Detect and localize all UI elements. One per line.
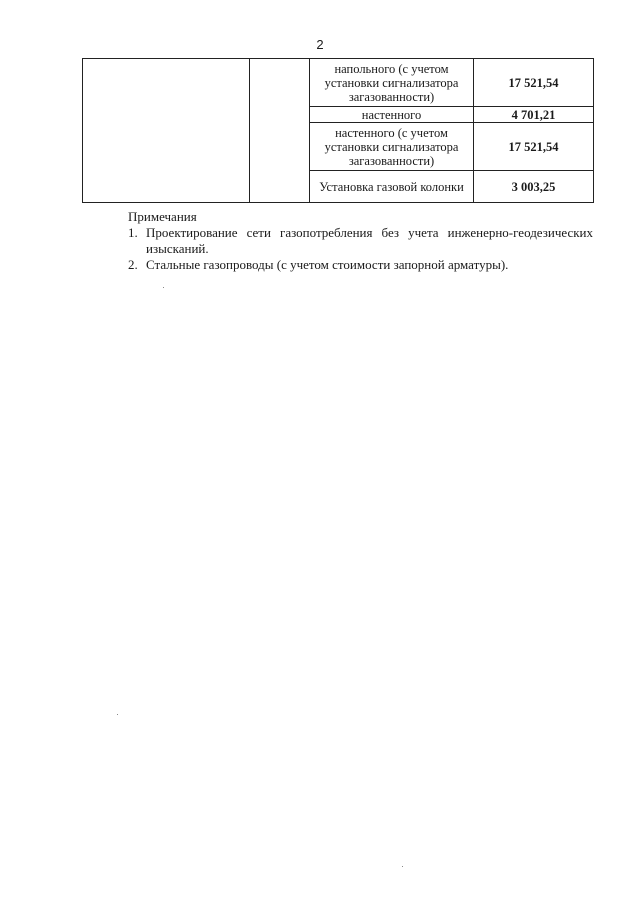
- table-cell-price: 3 003,25: [474, 171, 594, 203]
- scan-speck: [117, 714, 118, 715]
- notes-title: Примечания: [128, 209, 197, 224]
- notes-list: [128, 225, 593, 273]
- price-table: [82, 58, 594, 203]
- notes-section: [128, 209, 593, 273]
- table-cell-description: настенного (с учетом установки сигнализатора загазованности): [310, 123, 474, 171]
- page-number: 2: [316, 37, 324, 52]
- note-text: Стальные газопроводы (с учетом стоимости запорной арматуры).: [146, 257, 509, 272]
- list-item: [128, 225, 593, 257]
- table-cell-price: 17 521,54: [474, 123, 594, 171]
- table-cell-price: 17 521,54: [474, 59, 594, 107]
- note-text: Проектирование сети газопотребления без учета инженерно-геодезических изысканий.: [146, 225, 593, 256]
- table-cell-empty: [250, 59, 310, 203]
- table-cell-description: настенного: [310, 107, 474, 123]
- table-cell-price: 4 701,21: [474, 107, 594, 123]
- table-row: [83, 59, 594, 107]
- table-cell-description: напольного (с учетом установки сигнализатора загазованности): [310, 59, 474, 107]
- note-number: 1.: [128, 225, 138, 240]
- list-item: [128, 257, 593, 273]
- scan-speck: [402, 866, 403, 867]
- scan-speck: [163, 287, 164, 288]
- table-cell-description: Установка газовой колонки: [310, 171, 474, 203]
- note-number: 2.: [128, 257, 138, 272]
- table-cell-empty: [83, 59, 250, 203]
